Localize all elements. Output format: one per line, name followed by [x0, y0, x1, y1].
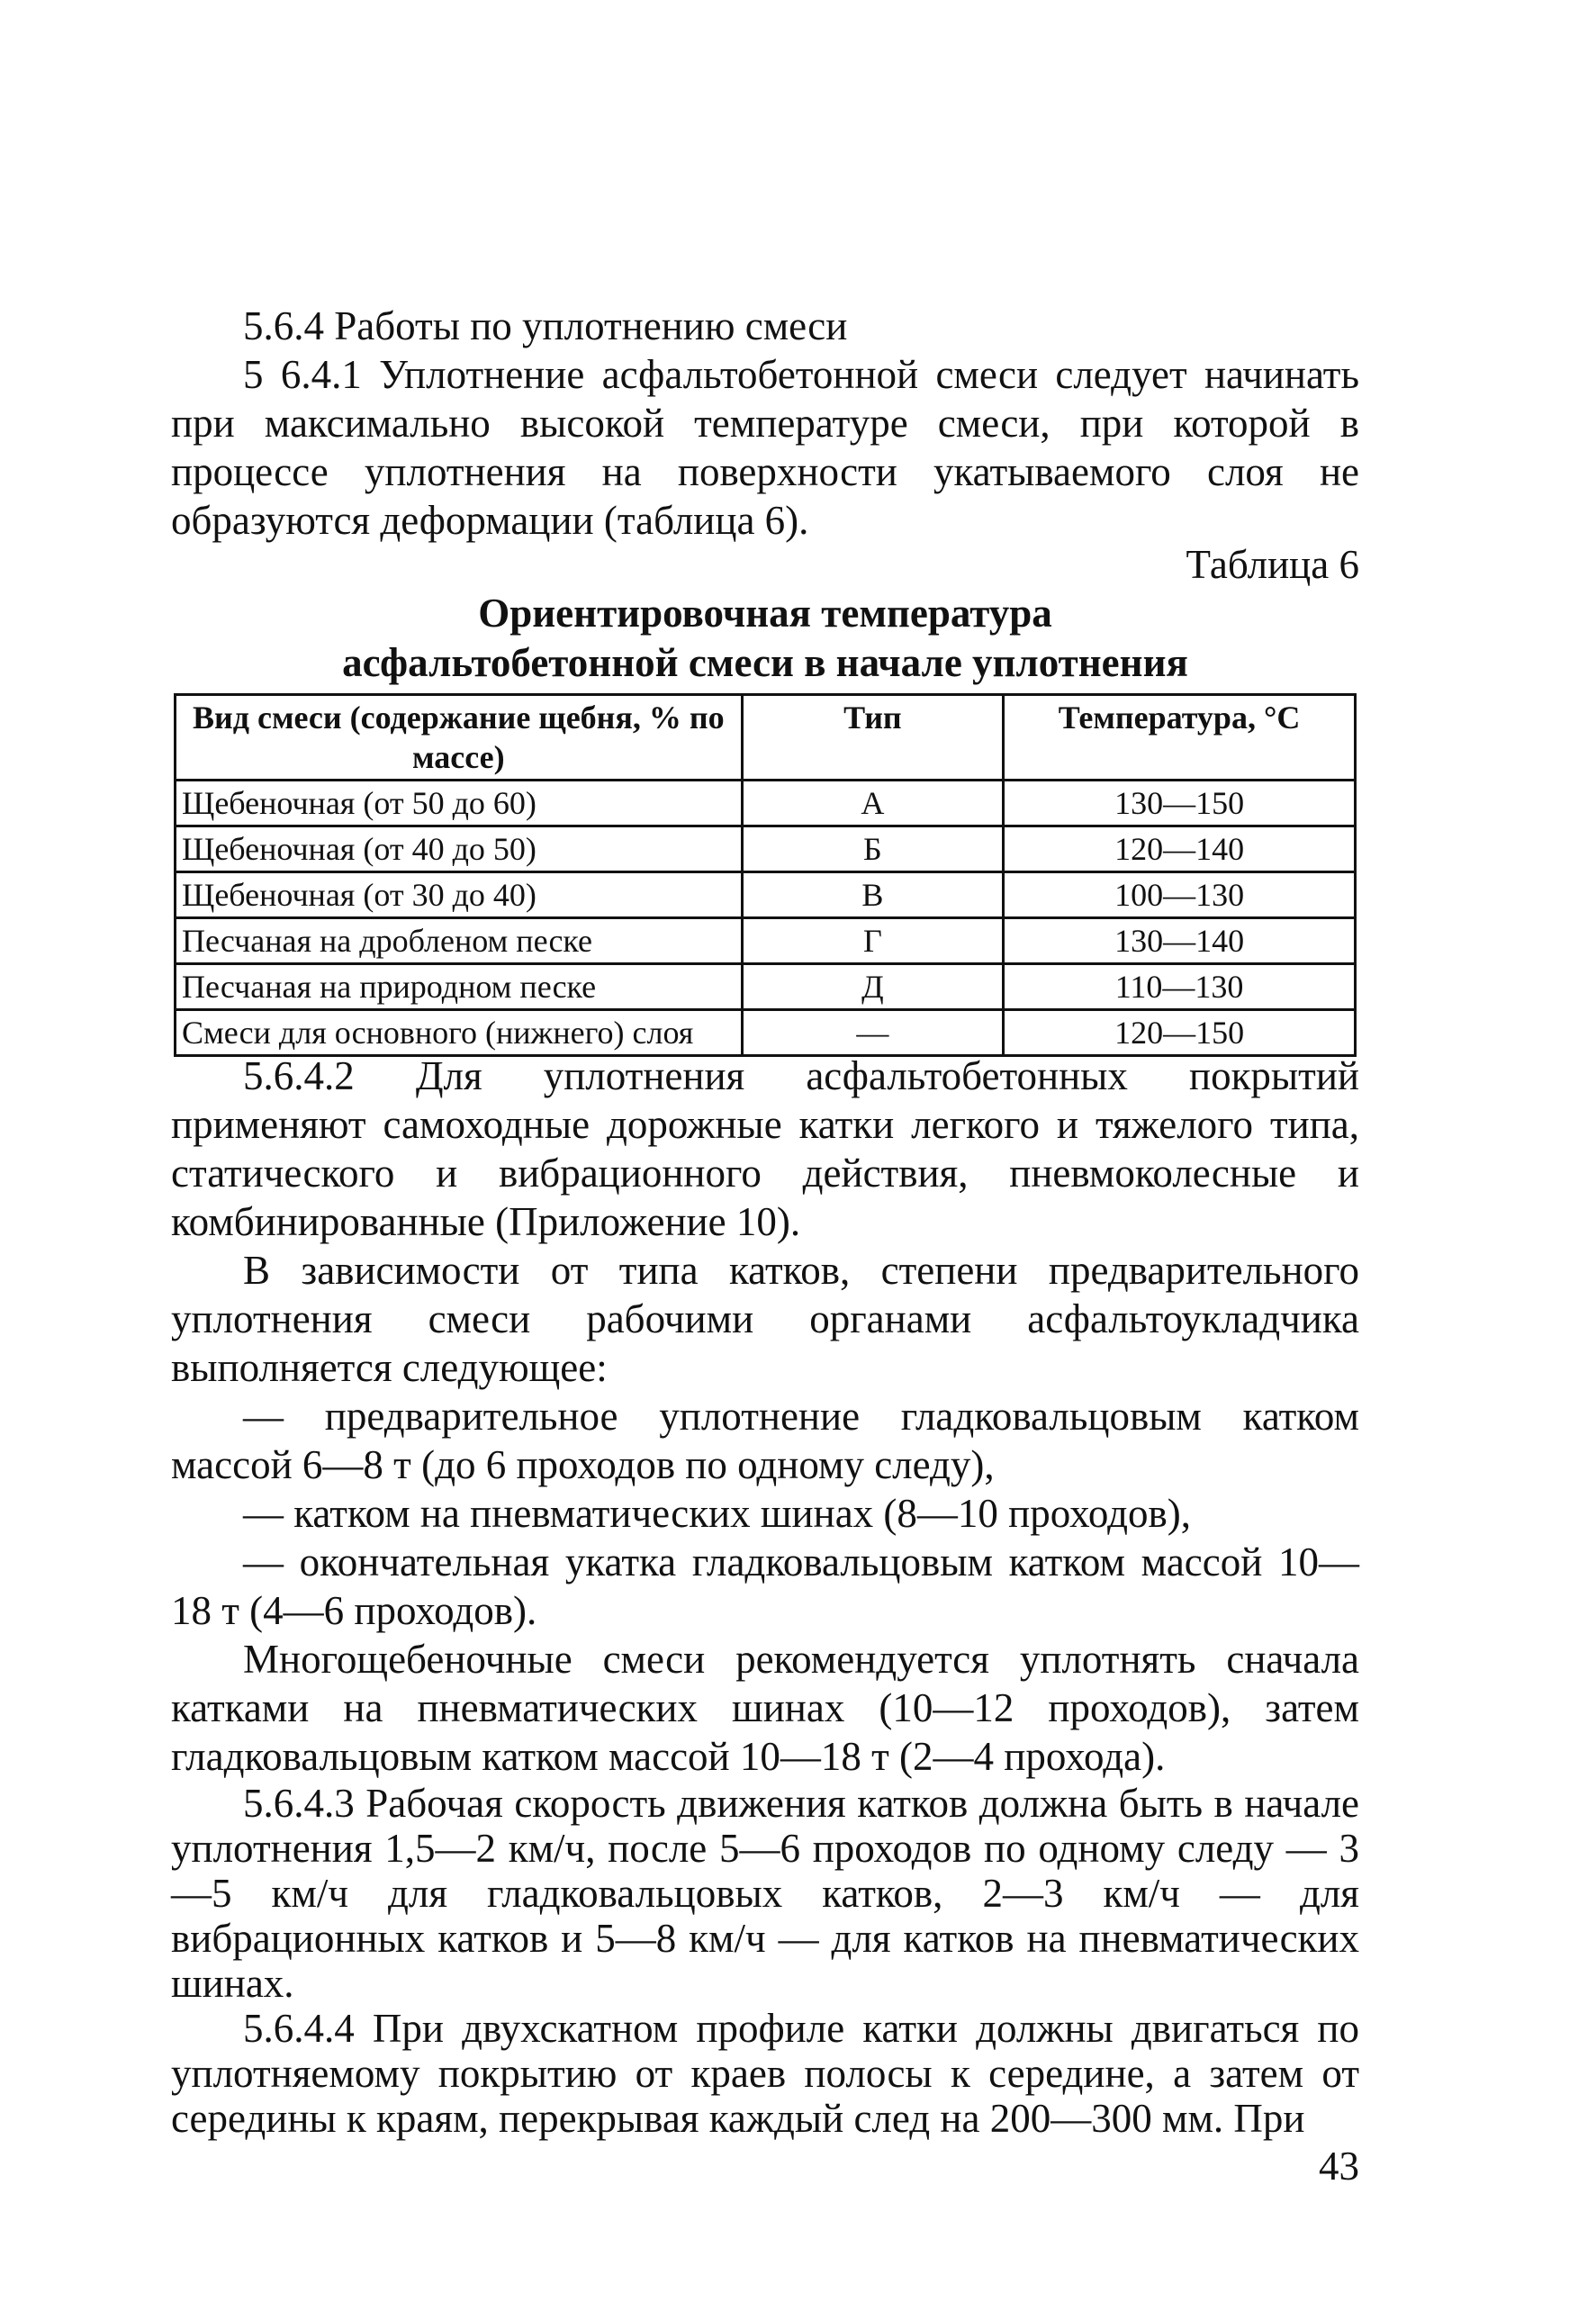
paragraph-5-6-4-1: 5 6.4.1 Уплотнение асфальтобетонной смеси следует начинать при максимально высокой температуре смеси, при которой в процессе уплотнения на поверхности укатываемого слоя не образуются деформации (таблица 6). [171, 352, 1359, 543]
cell-temperature: 120—140 [1004, 826, 1356, 872]
table-row [176, 918, 1356, 964]
table-header-row [176, 695, 1356, 781]
cell-mix-type: Щебеночная (от 50 до 60) [176, 781, 743, 826]
paragraph-multi-crushed-stone: Многощебеночные смеси рекомендуется уплотнять сначала катками на пневматических шинах (10—12 проходов), затем гладковальцовым катком массой 10—18 т (2—4 прохода). [171, 1637, 1359, 1779]
table-caption-line-1: Ориентировочная температура [478, 591, 1052, 636]
paragraph-5-6-4-2: 5.6.4.2 Для уплотнения асфальтобетонных покрытий применяют самоходные дорожные катки легкого и тяжелого типа, статического и вибрационного действия, пневмоколесные и комбинированные (Приложение 10). [171, 1053, 1359, 1244]
cell-type: Д [742, 964, 1003, 1010]
column-header-temperature: Температура, °С [1004, 695, 1356, 781]
list-item-preliminary-compaction: — предварительное уплотнение гладковальцовым катком массой 6—8 т (до 6 проходов по одному следу), [171, 1394, 1359, 1487]
cell-type: Б [742, 826, 1003, 872]
table-row [176, 1010, 1356, 1056]
paragraph-roller-dependence: В зависимости от типа катков, степени предварительного уплотнения смеси рабочими органами асфальтоукладчика выполняется следующее: [171, 1248, 1359, 1390]
cell-temperature: 100—130 [1004, 872, 1356, 918]
list-item-final-rolling: — окончательная укатка гладковальцовым катком массой 10—18 т (4—6 проходов). [171, 1539, 1359, 1633]
cell-type: Г [742, 918, 1003, 964]
cell-mix-type: Щебеночная (от 40 до 50) [176, 826, 743, 872]
cell-temperature: 130—150 [1004, 781, 1356, 826]
cell-temperature: 110—130 [1004, 964, 1356, 1010]
cell-mix-type: Песчаная на дробленом песке [176, 918, 743, 964]
body-text-block [171, 1052, 1359, 2141]
table-row [176, 872, 1356, 918]
page-number: 43 [1319, 2144, 1359, 2189]
table-row [176, 964, 1356, 1010]
cell-mix-type: Щебеночная (от 30 до 40) [176, 872, 743, 918]
paragraph-5-6-4-3: 5.6.4.3 Рабочая скорость движения катков должна быть в начале уплотнения 1,5—2 км/ч, после 5—6 проходов по одному следу — 3—5 км/ч для гладковальцовых катков, 2—3 км/ч — для вибрационных катков и 5—8 км/ч — для катков на пневматических шинах. [171, 1781, 1359, 2006]
cell-mix-type: Песчаная на природном песке [176, 964, 743, 1010]
paragraph-5-6-4-4: 5.6.4.4 При двухскатном профиле катки должны двигаться по уплотняемому покрытию от краев полосы к середине, а затем от середины к краям, перекрывая каждый след на 200—300 мм. При [171, 2006, 1359, 2141]
table-label: Таблица 6 [1186, 542, 1359, 587]
table-row [176, 781, 1356, 826]
cell-temperature: 130—140 [1004, 918, 1356, 964]
column-header-mix-type: Вид смеси (содержание щебня, % по массе) [176, 695, 743, 781]
top-text-block [171, 302, 1359, 545]
section-heading-5-6-4: 5.6.4 Работы по уплотнению смеси [243, 303, 848, 348]
list-item-pneumatic-roller: — катком на пневматических шинах (8—10 проходов), [243, 1491, 1191, 1536]
column-header-type: Тип [742, 695, 1003, 781]
temperature-table [174, 693, 1357, 1057]
cell-temperature: 120—150 [1004, 1010, 1356, 1056]
table-caption-line-2: асфальтобетонной смеси в начале уплотнения [342, 640, 1188, 685]
cell-mix-type: Смеси для основного (нижнего) слоя [176, 1010, 743, 1056]
table-row [176, 826, 1356, 872]
cell-type: А [742, 781, 1003, 826]
cell-type: — [742, 1010, 1003, 1056]
cell-type: В [742, 872, 1003, 918]
table-block [171, 540, 1359, 1057]
